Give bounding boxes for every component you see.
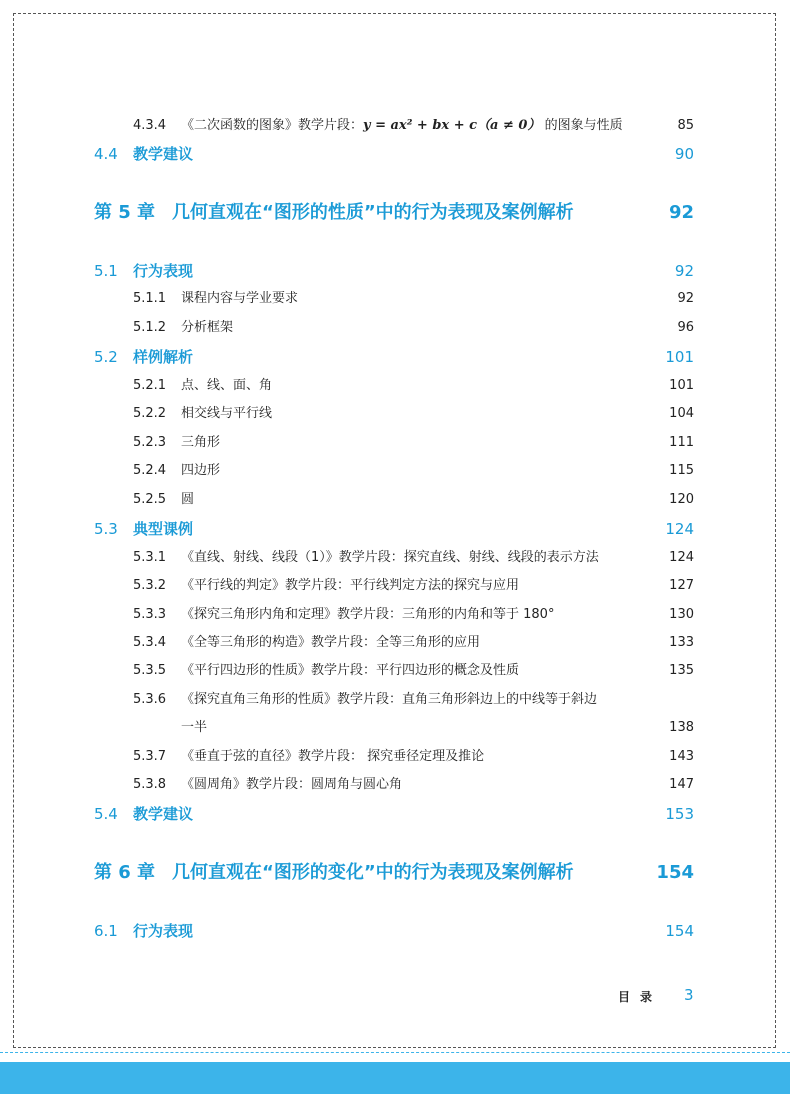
- toc-entry-5-2-5[interactable]: [0, 488, 790, 512]
- toc-entry-page: 115: [669, 463, 694, 478]
- toc-entry-number: 5.2.4: [133, 463, 167, 478]
- toc-section-5-3[interactable]: [0, 517, 790, 541]
- toc-entry-number: 5.2: [94, 348, 118, 366]
- toc-entry-5-3-2[interactable]: [0, 574, 790, 598]
- toc-entry-page: 133: [669, 635, 694, 650]
- toc-entry-page: 104: [669, 406, 694, 421]
- toc-entry-page: 101: [665, 348, 694, 366]
- toc-section-5-1[interactable]: [0, 259, 790, 283]
- toc-entry-5-1-1[interactable]: [0, 287, 790, 311]
- toc-entry-number: 第 6 章: [94, 862, 156, 883]
- toc-entry-page: 92: [677, 291, 694, 306]
- toc-entry-number: 5.1.1: [133, 291, 167, 306]
- toc-entry-number: 5.2.1: [133, 378, 167, 393]
- toc-entry-page: 147: [669, 777, 694, 792]
- bottom-band-line: [0, 1052, 790, 1053]
- toc-entry-title: 分析框架: [181, 320, 234, 335]
- toc-entry-title: 相交线与平行线: [181, 406, 273, 421]
- toc-entry-page: 154: [656, 862, 694, 883]
- toc-entry-number: 5.1: [94, 262, 118, 280]
- toc-section-5-2[interactable]: [0, 345, 790, 369]
- footer-section-label: 目录: [618, 990, 663, 1004]
- toc-section-5-4[interactable]: [0, 802, 790, 826]
- toc-entry-title: 《平行线的判定》教学片段：平行线判定方法的探究与应用: [181, 578, 520, 593]
- toc-entry-page: 130: [669, 607, 694, 622]
- toc-entry-page: 85: [677, 118, 694, 133]
- toc-entry-title: 《圆周角》教学片段：圆周角与圆心角: [181, 777, 403, 792]
- toc-entry-5-2-2[interactable]: [0, 402, 790, 426]
- toc-entry-page: 92: [668, 202, 694, 223]
- toc-entry-number: 6.1: [94, 922, 118, 940]
- toc-entry-number: 4.4: [94, 145, 118, 163]
- toc-entry-title: 《全等三角形的构造》教学片段：全等三角形的应用: [181, 635, 481, 650]
- toc-entry-number: 5.3.2: [133, 578, 167, 593]
- toc-entry-page: 96: [677, 320, 694, 335]
- toc-entry-page: 143: [669, 749, 694, 764]
- toc-entry-page: 124: [665, 520, 694, 538]
- toc-entry-5-3-4[interactable]: [0, 631, 790, 655]
- toc-entry-number: 第 5 章: [94, 202, 156, 223]
- toc-entry-number: 5.3.8: [133, 777, 167, 792]
- toc-entry-number: 5.1.2: [133, 320, 167, 335]
- toc-entry-5-3-6[interactable]: [0, 688, 790, 712]
- toc-entry-number: 4.3.4: [133, 118, 167, 133]
- toc-entry-title: 点、线、面、角: [181, 378, 273, 393]
- toc-entry-number: 5.4: [94, 805, 118, 823]
- toc-entry-page: 138: [669, 720, 694, 735]
- toc-entry-number: 5.2.2: [133, 406, 167, 421]
- toc-entry-page: 154: [665, 922, 694, 940]
- toc-entry-title: 行为表现: [133, 262, 194, 280]
- toc-entry-number: 5.3.4: [133, 635, 167, 650]
- toc-entry-title: 样例解析: [133, 348, 194, 366]
- toc-entry-number: 5.3.1: [133, 550, 167, 565]
- toc-entry-4-3-4[interactable]: [0, 114, 790, 138]
- toc-entry-5-3-5[interactable]: [0, 659, 790, 683]
- toc-entry-number: 5.3.3: [133, 607, 167, 622]
- toc-entry-title: 一半: [181, 720, 208, 735]
- toc-entry-page: 101: [669, 378, 694, 393]
- toc-entry-title: 《直线、射线、线段（1）》教学片段：探究直线、射线、线段的表示方法: [181, 550, 599, 565]
- toc-entry-title: 《垂直于弦的直径》教学片段： 探究垂径定理及推论: [181, 749, 485, 764]
- toc-entry-page: 127: [669, 578, 694, 593]
- toc-entry-title: 四边形: [181, 463, 221, 478]
- toc-entry-title: 典型课例: [133, 520, 194, 538]
- toc-entry-5-3-3[interactable]: [0, 603, 790, 627]
- toc-entry-title: 几何直观在“图形的变化”中的行为表现及案例解析: [172, 862, 574, 883]
- toc-entry-page: 90: [674, 145, 694, 163]
- toc-entry-title: 教学建议: [133, 805, 194, 823]
- toc-entry-5-3-8[interactable]: [0, 773, 790, 797]
- toc-entry-title: [181, 114, 623, 138]
- toc-section-6-1[interactable]: [0, 919, 790, 943]
- toc-entry-title: 几何直观在“图形的性质”中的行为表现及案例解析: [172, 202, 574, 223]
- quadratic-formula: y = ax² + bx + c（a ≠ 0）: [363, 118, 541, 133]
- toc-entry-title: 《探究三角形内角和定理》教学片段：三角形的内角和等于 180°: [181, 607, 555, 622]
- toc-entry-title: 课程内容与学业要求: [181, 291, 299, 306]
- toc-chapter-5[interactable]: [0, 201, 790, 225]
- toc-chapter-6[interactable]: [0, 861, 790, 885]
- toc-entry-title: 《平行四边形的性质》教学片段：平行四边形的概念及性质: [181, 663, 520, 678]
- toc-entry-number: 5.3: [94, 520, 118, 538]
- toc-entry-page: 111: [669, 435, 694, 450]
- toc-entry-title: 圆: [181, 492, 195, 507]
- toc-entry-title: 教学建议: [133, 145, 194, 163]
- toc-entry-number: 5.3.7: [133, 749, 167, 764]
- toc-entry-number: 5.3.6: [133, 692, 167, 707]
- toc-entry-title-suffix: 的图象与性质: [544, 118, 623, 133]
- toc-section-4-4[interactable]: [0, 142, 790, 166]
- toc-entry-5-2-4[interactable]: [0, 459, 790, 483]
- toc-entry-page: 153: [665, 805, 694, 823]
- toc-entry-title: 三角形: [181, 435, 221, 450]
- toc-entry-page: 120: [669, 492, 694, 507]
- toc-entry-page: 92: [674, 262, 694, 280]
- toc-entry-title: 《探究直角三角形的性质》教学片段：直角三角形斜边上的中线等于斜边: [181, 692, 598, 707]
- toc-entry-number: 5.2.5: [133, 492, 167, 507]
- toc-entry-5-3-6-continued[interactable]: [0, 716, 790, 740]
- toc-entry-5-3-7[interactable]: [0, 745, 790, 769]
- toc-entry-title-prefix: 《二次函数的图象》教学片段：: [181, 118, 364, 133]
- toc-entry-page: 135: [669, 663, 694, 678]
- toc-entry-number: 5.3.5: [133, 663, 167, 678]
- footer-page-number: 3: [684, 986, 694, 1004]
- toc-entry-5-3-1[interactable]: [0, 546, 790, 570]
- bottom-band: [0, 1062, 790, 1094]
- toc-entry-5-2-3[interactable]: [0, 431, 790, 455]
- toc-entry-5-1-2[interactable]: [0, 316, 790, 340]
- toc-entry-number: 5.2.3: [133, 435, 167, 450]
- toc-entry-5-2-1[interactable]: [0, 374, 790, 398]
- toc-entry-title: 行为表现: [133, 922, 194, 940]
- toc-entry-page: 124: [669, 550, 694, 565]
